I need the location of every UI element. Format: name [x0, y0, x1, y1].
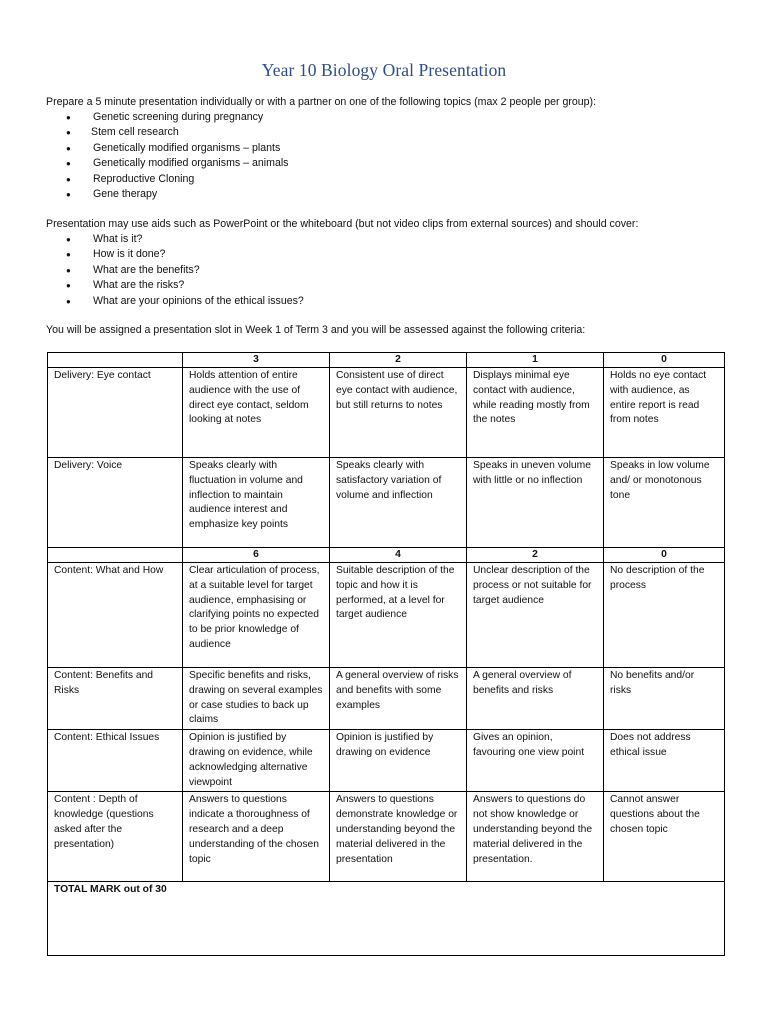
table-cell: A general overview of risks and benefits with some examples [330, 668, 467, 730]
intro-paragraph: Prepare a 5 minute presentation individually or with a partner on one of the following topics (max 2 people per group): [46, 96, 597, 108]
table-cell: Holds no eye contact with audience, as entire report is read from notes [604, 368, 725, 458]
table-cell: No description of the process [604, 563, 725, 668]
table-cell: Opinion is justified by drawing on evidence [330, 730, 467, 792]
table-row [48, 548, 725, 563]
bullet-icon: ● [66, 174, 71, 184]
table-cell: Suitable description of the topic and how it is performed, at a level for target audience [330, 563, 467, 668]
table-row [48, 563, 725, 668]
bullet-icon: ● [66, 159, 71, 169]
score-header: 0 [604, 353, 725, 368]
score-header: 2 [330, 353, 467, 368]
criterion-cell: Delivery: Eye contact [48, 368, 183, 458]
page-title: Year 10 Biology Oral Presentation [261, 60, 507, 80]
rubric-table [47, 352, 725, 956]
aids-paragraph: Presentation may use aids such as PowerPoint or the whiteboard (but not video clips from external sources) and should cover: [46, 218, 639, 230]
table-cell: Speaks clearly with fluctuation in volume and inflection to maintain audience interest and emphasize key points [183, 458, 330, 548]
table-row [48, 353, 725, 368]
bullet-icon: ● [66, 281, 71, 291]
table-row [48, 458, 725, 548]
bullet-icon: ● [66, 265, 71, 275]
table-cell [48, 548, 183, 563]
table-cell [48, 353, 183, 368]
table-cell: Answers to questions do not show knowledge or understanding beyond the material delivered in the presentation. [467, 792, 604, 882]
score-header: 4 [330, 548, 467, 563]
score-header: 3 [183, 353, 330, 368]
bullet-icon: ● [66, 296, 71, 306]
score-header: 6 [183, 548, 330, 563]
score-header: 1 [467, 353, 604, 368]
score-header: 0 [604, 548, 725, 563]
table-cell: Holds attention of entire audience with the use of direct eye contact, seldom looking at notes [183, 368, 330, 458]
table-row [48, 668, 725, 730]
table-cell: Speaks in uneven volume with little or no inflection [467, 458, 604, 548]
criterion-cell: Content: Benefits and Risks [48, 668, 183, 730]
table-row [48, 730, 725, 792]
table-row [48, 368, 725, 458]
score-header: 2 [467, 548, 604, 563]
table-cell: Gives an opinion, favouring one view point [467, 730, 604, 792]
table-cell: Speaks clearly with satisfactory variation of volume and inflection [330, 458, 467, 548]
table-cell: Cannot answer questions about the chosen topic [604, 792, 725, 882]
table-cell: A general overview of benefits and risks [467, 668, 604, 730]
table-cell: Clear articulation of process, at a suitable level for target audience, emphasising or clarifying points no expected to be prior knowledge of audience [183, 563, 330, 668]
bullet-icon: ● [66, 113, 71, 122]
table-cell: No benefits and/or risks [604, 668, 725, 730]
table-cell: Specific benefits and risks, drawing on several examples or case studies to back up claims [183, 668, 330, 730]
table-cell: Displays minimal eye contact with audience, while reading mostly from the notes [467, 368, 604, 458]
assignment-paragraph: You will be assigned a presentation slot in Week 1 of Term 3 and you will be assessed against the following criteria: [46, 324, 586, 336]
total-mark-cell: TOTAL MARK out of 30 [48, 882, 725, 956]
table-cell: Consistent use of direct eye contact with audience, but still returns to notes [330, 368, 467, 458]
table-cell: Unclear description of the process or not suitable for target audience [467, 563, 604, 668]
document-page: Year 10 Biology Oral Presentation Prepare a 5 minute presentation individually or with a partner on one of the following topics (max 2 people per group): ● Genetic screening during pregnancy ● Stem cell research ● Genetically modified organisms – plants ● Genetically modified organisms – animals ● Reproductive Cloning ● Gene therapy Presentation may use aids such as PowerPoint or the whiteboard (but not video clips from external sources) and should cover: ● What is it? ● How is it done? ● What are the benefits? ● What are the risks? ● What are your opinions of the ethical issues? You will be assigned a presentation slot in Week 1 of Term 3 and you will be assessed against the following criteria: 3 2 1 0 Delivery: Eye contact Holds attention of entire audience with the use of direct eye contact, seldom looking at notes Consistent use of direct eye contact with audience, but still returns to notes Displays minimal eye contact with audience, while reading mostly from the notes Holds no eye contact with audience, as entire report is read from notes Delivery: Voice Speaks clearly with fluctuation in volume and inflection to maintain audience interest and emphasize key points Speaks clearly with satisfactory variation of volume and inflection Speaks in uneven volume with little or no inflection Speaks in low volume and/ or monotonous tone 6 4 2 0 Content: What and How Clear articulation of process, at a suitable level for target audience, emphasising or clarifying points no expected to be prior knowledge of audience Suitable description of the topic and how it is performed, at a level for target audience Unclear description of the process or not suitable for target audience No description of the process Content: Benefits and Risks Specific benefits and risks, drawing on several examples or case studies to back up claims A general overview of risks and benefits with some examples A general overview of benefits and risks No benefits and/or risks Content: Ethical Issues Opinion is justified by drawing on evidence, while acknowledging alternative viewpoint Opinion is justified by drawing on evidence Gives an opinion, favouring one view point Does not address ethical issue Content : Depth of knowledge (questions asked after the presentation) Answers to questions indicate a thoroughness of research and a deep understanding of the chosen topic Answers to questions demonstrate knowledge or understanding beyond the material delivered in the presentation Answers to questions do not show knowledge or understanding beyond the material delivered in the presentation. Cannot answer questions about the chosen topic TOTAL MARK out of 30 [0, 0, 768, 1024]
bullet-icon: ● [66, 128, 71, 138]
table-cell: Answers to questions indicate a thoroughness of research and a deep understanding of the chosen topic [183, 792, 330, 882]
bullet-icon: ● [66, 143, 71, 153]
criterion-cell: Content: What and How [48, 563, 183, 668]
table-cell: Answers to questions demonstrate knowledge or understanding beyond the material delivered in the presentation [330, 792, 467, 882]
bullet-icon: ● [66, 235, 71, 244]
table-row [48, 792, 725, 882]
table-cell: Does not address ethical issue [604, 730, 725, 792]
criterion-cell: Delivery: Voice [48, 458, 183, 548]
criterion-cell: Content: Ethical Issues [48, 730, 183, 792]
table-row [48, 882, 725, 956]
table-cell: Opinion is justified by drawing on evidence, while acknowledging alternative viewpoint [183, 730, 330, 792]
table-cell: Speaks in low volume and/ or monotonous tone [604, 458, 725, 548]
bullet-icon: ● [66, 189, 71, 199]
criterion-cell: Content : Depth of knowledge (questions asked after the presentation) [48, 792, 183, 882]
bullet-icon: ● [66, 250, 71, 260]
